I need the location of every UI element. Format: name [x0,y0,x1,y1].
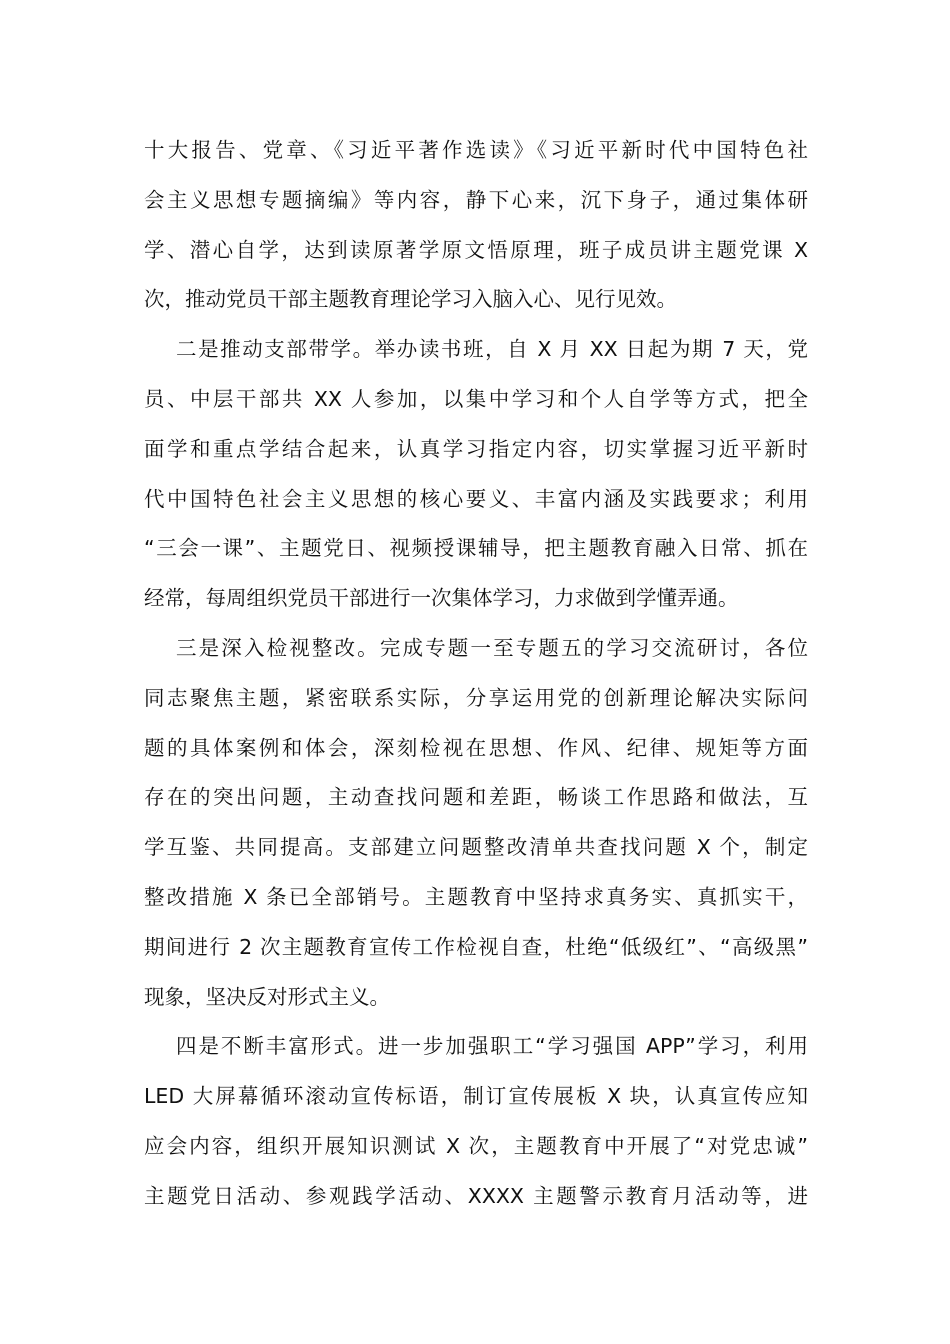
text-line: 整改措施 X 条已全部销号。主题教育中坚持求真务实、真抓实干， [144,884,808,909]
text-line: 二是推动支部带学。举办读书班，自 X 月 XX 日起为期 7 天，党 [176,337,808,362]
text-line: 次，推动党员干部主题教育理论学习入脑入心、见行见效。 [144,287,677,312]
text-line: 同志聚焦主题，紧密联系实际，分享运用党的创新理论解决实际问 [144,685,808,710]
text-line: 期间进行 2 次主题教育宣传工作检视自查，杜绝“低级红”、“高级黑” [144,934,808,959]
text-line: 十大报告、党章、《习近平著作选读》《习近平新时代中国特色社 [144,138,808,162]
text-line: 代中国特色社会主义思想的核心要义、丰富内涵及实践要求；利用 [144,486,808,511]
paragraph-rectification [144,624,808,1022]
text-line: 应会内容，组织开展知识测试 X 次，主题教育中开展了“对党忠诚” [144,1133,808,1158]
text-line: 面学和重点学结合起来，认真学习指定内容，切实掌握习近平新时 [144,436,808,461]
text-line: 存在的突出问题，主动查找问题和差距，畅谈工作思路和做法，互 [144,785,808,810]
document-body [144,126,808,1222]
text-line: 经常，每周组织党员干部进行一次集体学习，力求做到学懂弄通。 [144,586,739,611]
text-line: 四是不断丰富形式。进一步加强职工“学习强国 APP”学习，利用 [176,1034,808,1059]
paragraph-forms [144,1022,808,1221]
text-line: LED 大屏幕循环滚动宣传标语，制订宣传展板 X 块，认真宣传应知 [144,1084,808,1109]
text-line: 会主义思想专题摘编》等内容，静下心来，沉下身子，通过集体研 [144,187,808,212]
text-line: 主题党日活动、参观践学活动、XXXX 主题警示教育月活动等，进 [144,1183,808,1208]
paragraph-branch-study [144,325,808,624]
text-line: “三会一课”、主题党日、视频授课辅导，把主题教育融入日常、抓在 [144,536,808,561]
text-line: 题的具体案例和体会，深刻检视在思想、作风、纪律、规矩等方面 [144,735,808,760]
text-line: 现象，坚决反对形式主义。 [144,984,390,1009]
text-line: 员、中层干部共 XX 人参加，以集中学习和个人自学等方式，把全 [144,386,808,411]
paragraph-continuation [144,126,808,325]
text-line: 学、潜心自学，达到读原著学原文悟原理，班子成员讲主题党课 X [144,237,808,262]
text-line: 学互鉴、共同提高。支部建立问题整改清单共查找问题 X 个，制定 [144,835,808,860]
text-line: 三是深入检视整改。完成专题一至专题五的学习交流研讨，各位 [176,635,808,660]
